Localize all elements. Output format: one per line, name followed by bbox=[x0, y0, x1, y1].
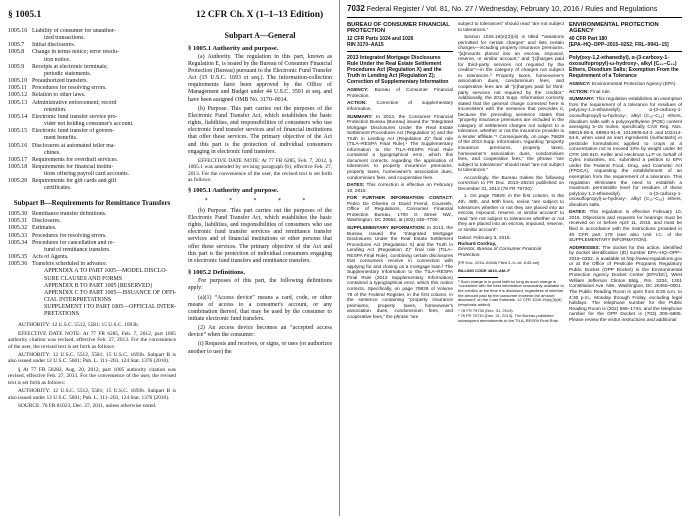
toc-entry bbox=[8, 85, 176, 92]
toc-number: 1005.11 bbox=[8, 85, 27, 92]
field-value: Pedro De Oliveira or David Friend, Counsels, Office of Regulations, Consumer Financial Protection Bureau, 1700 G Street NW., Washington, DC 20552, at (202) 435–7700. bbox=[347, 201, 453, 224]
toc-number: 1005.16 bbox=[8, 28, 28, 34]
toc-number: 1005.18 bbox=[8, 163, 28, 170]
divider bbox=[347, 51, 453, 52]
header-cfr-title: 12 CFR Ch. X (1–1–13 Edition) bbox=[196, 10, 324, 20]
toc-entry bbox=[8, 290, 176, 297]
cfr-parts: 40 CFR Part 180 bbox=[569, 35, 608, 42]
toc-number: 1005.30 bbox=[8, 211, 28, 218]
docket-number: [EPA–HQ–OPP–2015–0252; FRL–9941–15] bbox=[569, 42, 669, 49]
footnote-divider bbox=[458, 277, 498, 278]
toc-entry bbox=[8, 71, 176, 78]
toc-text: tions offering payroll card accounts. bbox=[44, 171, 130, 178]
field-label: AGENCY: bbox=[347, 88, 369, 94]
field-value: The docket for this action, identified by docket identification (ID) number EPA–HQ–OPP–2015–0252, is available at http://www.regulations.gov or at the Office of Pesticide Programs Regulatory Public Docket (OPP Docket) in the Environmental Protection Agency Docket Center (EPA/DC), West William Jefferson Clinton Bldg., Rm. 3334, 1301 Constitution Ave. NW., Washington, DC 20460–0001. The Public Reading Room is open from 8:30 a.m. to 4:30 p.m., Monday through Friday, excluding legal holidays. The telephone number for the Public Reading Room is (202) 566–1744, and the telephone number for the OPP Docket is (703) 305–5805. Please review the visitor instructions and additional bbox=[569, 245, 682, 323]
toc-entry bbox=[8, 150, 176, 157]
field-label: ACTION: bbox=[347, 101, 367, 107]
divider bbox=[569, 51, 682, 52]
toc-number: 1005.8 bbox=[8, 49, 25, 56]
section-heading: § 1005.1 Authority and purpose. bbox=[188, 44, 279, 52]
toc-number: 1005.31 bbox=[8, 218, 28, 225]
field-label: DATES: bbox=[569, 210, 587, 216]
toc-entry bbox=[8, 121, 176, 128]
summary-field bbox=[569, 97, 682, 208]
toc-text: Electronic fund transfer service pro- bbox=[32, 113, 118, 120]
toc-entry bbox=[8, 100, 176, 107]
toc-entry bbox=[8, 157, 176, 164]
toc-entry bbox=[8, 211, 176, 218]
paragraph-authority: (a) Authority. The regulation in this part, known as Regulation E, is issued by the Bureau of Consumer Financial Protection (Bureau) pursuant to the Electronic Fund Transfer Act (15 U.S.C. 1693 et seq.). The information-collection requirements have been approved by the Office of Management and Budget under 44 U.S.C. 3501 et seq. and have been assigned OMB No. 3170–0014. bbox=[188, 53, 332, 103]
subpart-b-heading: Subpart B—Requirements for Remittance Transfers bbox=[13, 198, 171, 207]
toc-number: 1005.34 bbox=[8, 239, 28, 246]
definition-clause: (i) Requests and receives, or signs, or uses (or authorizes another to use) the bbox=[188, 341, 332, 355]
table-of-contents-part-a bbox=[8, 28, 176, 193]
field-value: Environmental Protection Agency (EPA). bbox=[591, 82, 677, 88]
rule-title: 2013 Integrated Mortgage Disclosures Rule Under the Real Estate Settlement Procedures Act (Regulation X) and the Truth in Lending Act (Regulation Z); Correction of Supplementary Information bbox=[347, 54, 449, 86]
toc-entry bbox=[8, 135, 176, 142]
toc-entry bbox=[8, 42, 176, 49]
definitions-intro: For purposes of this part, the following definitions apply: bbox=[188, 278, 332, 292]
field-value: This regulation is effective February 10, 2016. Objections and requests for hearings must be received on or before April 11, 2016, and must be filed in accordance with the instructions provided in 40 CFR part 178 (see also Unit I.C. of the SUPPLEMENTARY INFORMATION). bbox=[569, 210, 682, 244]
toc-number: 1005.15 bbox=[8, 128, 28, 135]
section-heading: § 1005.1 Authority and purpose. bbox=[188, 187, 279, 195]
toc-entry bbox=[8, 107, 176, 114]
toc-entry bbox=[8, 28, 176, 35]
fr-column-1 bbox=[347, 22, 453, 322]
dates-field bbox=[569, 210, 682, 243]
body-paragraph: Section 1026.19(e)(3)(iii) is titled “Variations permitted for certain charges” and lists certain charges—including property insurance premiums, “[a]mounts placed into an escrow, impound, reserve, or similar account,” and “[c]harges paid for third-party services not required by the creditor”—in the category of charges not subject to tolerances.³ Property taxes, homeowner's association dues, condominium fees, and cooperative fees are all “[c]harges paid for third-party services not required by the creditor.” Additionally, the 2013 Supp. Information correctly stated that the general charge corrected here is inconsistent with the sentence that precedes it, because the preceding sentence states that “property insurance premiums are included in the category of settlement charges not subject to a tolerance, whether or not the insurance provider is a lender affiliate.”⁴ Consequently, on page 79829 of the 2013 Supp. Information, regarding “property insurance premiums, property taxes, homeowner's association dues, condominium fees, and cooperative fees,” the phrase “are subject to tolerances” should read “are not subject to tolerances.” bbox=[458, 35, 564, 174]
toc-number: 1005.20 bbox=[8, 178, 28, 185]
toc-entry bbox=[8, 49, 176, 56]
toc-text: Electronic fund transfer of govern- bbox=[32, 128, 115, 135]
toc-entry bbox=[8, 143, 176, 150]
toc-number: 1005.14 bbox=[8, 113, 28, 120]
toc-text: SURE CLAUSES AND FORMS bbox=[44, 275, 123, 282]
toc-entry bbox=[8, 57, 176, 64]
rin-number: RIN 3170–AA15 bbox=[347, 42, 384, 49]
signature-date: Dated: February 3, 2016. bbox=[458, 236, 511, 242]
effective-date-note: § At 77 FR 50282, Aug. 20, 2012, part 1005 authority citation was revised, effective Feb. 27, 2013. For the convenience of the user, the revised text is set forth as follows: bbox=[8, 366, 176, 386]
definition-access-device: (a)(1) “Access device” means a card, code, or other means of access to a consumer's account, or any combination thereof, that may be used by the consumer to initiate electronic fund transfers. bbox=[188, 294, 332, 322]
toc-text: fund of remittance transfers. bbox=[44, 246, 111, 253]
footnote: ³ Such charge is in good faith so long as such charge is “consistent with the best information reasonably available to the creditor at the time it is disclosed, regardless of whether the amount paid by the consumer exceeds the amount disclosed” on the Loan Estimate. 12 CFR 1026.19(e)(3)(iii) (emphasis added). bbox=[458, 278, 564, 308]
table-of-contents-part-b bbox=[8, 211, 176, 318]
agency-field bbox=[569, 82, 682, 88]
toc-number: 1005.16 bbox=[8, 142, 28, 149]
fr-column-3 bbox=[569, 22, 682, 325]
toc-text: Procedures for resolving errors. bbox=[32, 232, 107, 239]
cfr-column-left bbox=[8, 28, 176, 411]
toc-text: APPENDIX C TO PART 1005—ISSUANCE OF OFFI- bbox=[44, 289, 176, 296]
subpart-a-heading: Subpart A—General bbox=[224, 31, 296, 40]
toc-text: Administrative enforcement; record bbox=[32, 99, 117, 106]
toc-number: 1005.32 bbox=[8, 225, 28, 232]
toc-entry bbox=[8, 64, 176, 71]
authority-citation: AUTHORITY: 12 U.S.C. 5512, 5581; 15 U.S.C. 1693b. Subpart B is also issued under 12 U.S.C. 5601; Pub. L. 111–203, 124 Stat. 1376 (2010). bbox=[8, 352, 176, 365]
body-paragraph: Accordingly, the Bureau makes the following correction to FR Doc. 2013–28210 published on December 31, 2013 (78 FR 79730): bbox=[458, 175, 564, 192]
toc-text: CIAL INTERPRETATIONS bbox=[44, 296, 112, 303]
toc-text: certificates. bbox=[44, 185, 72, 192]
federal-register-page bbox=[341, 0, 688, 516]
toc-text: Liability of consumer for unauthor- bbox=[32, 28, 116, 34]
toc-text: Requirements for overdraft services. bbox=[32, 156, 119, 163]
section-heading: § 1005.2 Definitions. bbox=[188, 269, 246, 277]
signature-block bbox=[458, 236, 564, 258]
field-label: FOR FURTHER INFORMATION CONTACT: bbox=[347, 196, 453, 202]
summary-field bbox=[347, 115, 453, 182]
fr-doc-line: [FR Doc. 2016–02606 Filed 2–9–16; 8:45 am] bbox=[458, 260, 540, 266]
toc-text: vider not holding consumer's account. bbox=[44, 121, 134, 128]
action-field bbox=[347, 101, 453, 112]
definition-accepted-access-device: (2) An access device becomes an “accepted access device” when the consumer: bbox=[188, 325, 332, 339]
field-value: In 2013, the Bureau issued the “Integrated Mortgage Disclosures Under the Real Estate Settlement Procedures Act (Regulation X) and the Truth in Lending Act (Regulation Z)” final rule (TILA–RESPA Final Rule), combining certain disclosures that consumers receive in connection with applying for and closing on a mortgage loan.² The Supplementary Information to the TILA–RESPA Final Rule (2013 Supplementary Information) contained a typographical error, which this notice corrects. Specifically, on page 79829 of Volume 78 of the Federal Register, in the first column, in the sentence containing “property insurance premiums, property taxes, homeowner's association dues, condominium fees, and cooperative fees,” the phrase “are bbox=[347, 225, 454, 320]
toc-entry bbox=[8, 92, 176, 99]
toc-text: Receipts at electronic terminals; bbox=[32, 63, 108, 70]
toc-text: Disclosures at automated teller ma- bbox=[32, 142, 116, 149]
federal-register-header bbox=[347, 4, 682, 18]
toc-entry bbox=[8, 164, 176, 171]
source-note: SOURCE: 76 FR 81023, Dec. 27, 2011, unless otherwise noted. bbox=[18, 402, 157, 409]
toc-entry bbox=[8, 304, 176, 311]
toc-text: APPENDIX B TO PART 1005 [RESERVED] bbox=[44, 282, 152, 289]
toc-entry bbox=[8, 225, 176, 232]
field-value: Final rule. bbox=[590, 89, 611, 95]
omission-stars: * * * * * bbox=[204, 197, 316, 204]
field-value: This correction is effective on February 10, 2016. bbox=[347, 183, 453, 194]
page-number: 7032 bbox=[347, 4, 365, 13]
toc-entry bbox=[8, 240, 176, 247]
billing-code: BILLING CODE 4810–AM–P bbox=[458, 267, 511, 273]
agency-name: ENVIRONMENTAL PROTECTION AGENCY bbox=[569, 22, 659, 35]
toc-text: ized transactions. bbox=[44, 35, 85, 42]
toc-entry bbox=[8, 283, 176, 290]
body-paragraph: subject to tolerances” should read “are not subject to tolerances.” bbox=[458, 22, 564, 33]
toc-text: PRETATIONS bbox=[44, 311, 79, 318]
toc-number: 1005.7 bbox=[8, 42, 25, 49]
toc-entry bbox=[8, 114, 176, 121]
cfr-column-right bbox=[188, 28, 332, 358]
toc-text: chines. bbox=[44, 149, 61, 156]
field-label: AGENCY: bbox=[569, 82, 591, 88]
field-value: This regulation establishes an exemption from the requirement of a tolerance for residues of poly(oxy-1,2-ethanediyl), α-(3-carboxy-1-oxosulfopropyl)-ω-hydroxy-, alkyl (C₁₀–C₁₆) ethers, disodium salts with a polyoxyethylene (POE) content averaging 5–15 moles, specifically CAS Reg. Nos. 68815-56-5, 68954-91-6, 1013906-64-3, and 102414-54-6, when used as inert ingredients (surfactants) in pesticide formulations applied to crops at a concentration not to exceed 10% by weight under 40 CFR 180.910. Keller and Heckman LLP on behalf of Cytec Industries, Inc. submitted a petition to EPA under the Federal Food, Drug, and Cosmetic Act (FFDCA), requesting the establishment of an exemption from the requirement of a tolerance. This regulation eliminates the need to establish a maximum permissible level for residues of these poly(oxy-1,2-ethanediyl), α-(3-carboxy-1-oxosulfopropyl)-ω-hydroxy-, alkyl (C₁₀–C₁₆) ethers, disodium salts. bbox=[569, 97, 682, 208]
toc-number: 1005.9 bbox=[8, 63, 25, 70]
field-label: ADDRESSES: bbox=[569, 245, 601, 251]
field-value: Correction of supplementary information. bbox=[347, 101, 454, 113]
toc-text: periodic statements. bbox=[44, 70, 92, 77]
toc-entry bbox=[8, 218, 176, 225]
supplementary-field bbox=[347, 226, 453, 320]
effective-date-note: EFFECTIVE DATE NOTE: At 77 FR 6285, Feb. 7, 2012, § 1005.1 was amended by revising paragraph (b), effective Feb. 27, 2013. For the convenience of the user, the revised text is set forth as follows: bbox=[188, 157, 332, 184]
toc-text: ment benefits. bbox=[44, 135, 78, 142]
field-label: DATES: bbox=[347, 183, 365, 189]
dates-field bbox=[347, 183, 453, 194]
toc-entry bbox=[8, 254, 176, 261]
cfr-parts: 12 CFR Parts 1024 and 1026 bbox=[347, 35, 414, 42]
toc-entry bbox=[8, 185, 176, 192]
toc-number: 1005.35 bbox=[8, 254, 28, 261]
toc-text: Requirements for gift cards and gift bbox=[32, 178, 117, 185]
signer-title: Director, Bureau of Consumer Financial Protection. bbox=[458, 247, 542, 258]
toc-text: Relation to other laws. bbox=[32, 92, 86, 99]
toc-text: Disclosures. bbox=[32, 218, 61, 225]
toc-text: Estimates. bbox=[32, 225, 57, 232]
field-label: SUPPLEMENTARY INFORMATION: bbox=[347, 225, 426, 231]
header-citation: Federal Register / Vol. 81, No. 27 / Wednesday, February 10, 2016 / Rules and Regulations bbox=[366, 4, 658, 13]
rule-title: Poly(oxy-1,2-ethanediyl), α-(3-carboxy-1-oxosulfopropyl)-ω-hydroxy-, alkyl (C₁₀–C₁₆) Ethers, Disodium Salts; Exemption From the Requirement of a Tolerance bbox=[569, 54, 679, 80]
toc-text: APPENDIX A TO PART 1005—MODEL DISCLO- bbox=[44, 268, 168, 275]
field-label: SUMMARY: bbox=[569, 97, 595, 103]
toc-number: 1005.33 bbox=[8, 232, 28, 239]
toc-entry bbox=[8, 297, 176, 304]
header-section-number: § 1005.1 bbox=[8, 10, 42, 20]
toc-entry bbox=[8, 78, 176, 85]
action-field bbox=[569, 90, 682, 96]
toc-number: 1005.12 bbox=[8, 92, 28, 99]
agency-field bbox=[347, 88, 453, 99]
toc-text: Transfers scheduled in advance. bbox=[32, 261, 108, 268]
toc-text: tion notice. bbox=[44, 56, 71, 63]
toc-entry bbox=[8, 261, 176, 268]
paragraph-purpose: (b) Purpose. This part carries out the purposes of the Electronic Fund Transfer Act, which establishes the basic rights, liabilities, and responsibilities of consumers who use electronic fund transfer services and of financial institutions that offer these services. The primary objective of the Act and this part is the protection of individual consumers engaging in electronic fund transfers. bbox=[188, 105, 332, 155]
toc-text: SUPPLEMENT I TO PART 1005—OFFICIAL INTER- bbox=[44, 304, 176, 311]
toc-entry bbox=[8, 128, 176, 135]
fr-column-2 bbox=[458, 22, 564, 325]
field-value: Bureau of Consumer Financial Protection. bbox=[347, 88, 453, 99]
toc-number: 1005.13 bbox=[8, 99, 28, 106]
toc-entry bbox=[8, 233, 176, 240]
toc-entry bbox=[8, 311, 176, 318]
toc-text: retention. bbox=[44, 106, 67, 113]
toc-text: Remittance transfer definitions. bbox=[32, 211, 107, 218]
authority-citation: AUTHORITY: 12 U.S.C. 5512, 5581; 15 U.S.C. 1693b. Subpart B is also issued under 12 U.S.C. 5601; Pub. L. 111–203, 124 Stat. 1376 (2010). bbox=[8, 388, 176, 401]
toc-entry bbox=[8, 178, 176, 185]
effective-date-note: EFFECTIVE DATE NOTE: At 77 FR 6285, Feb. 7, 2012, part 1005 authority citation was revised, effective Feb. 27, 2013. For the convenience of the user, the revised text is set forth as follows: bbox=[8, 330, 176, 350]
footnote: ⁴ 78 FR 79730 (Dec. 31, 2013). bbox=[458, 307, 514, 313]
toc-entry bbox=[8, 35, 176, 42]
toc-number: 1005.10 bbox=[8, 78, 28, 85]
toc-entry bbox=[8, 247, 176, 254]
agency-name: BUREAU OF CONSUMER FINANCIAL PROTECTION bbox=[347, 22, 450, 35]
contact-field bbox=[347, 196, 453, 224]
toc-number: 1005.36 bbox=[8, 261, 28, 268]
toc-text: Procedures for resolving errors. bbox=[32, 85, 107, 92]
toc-entry bbox=[8, 268, 176, 275]
authority-citation: AUTHORITY: 12 U.S.C. 5512, 5581; 15 U.S.C. 1693b. bbox=[18, 322, 139, 329]
toc-entry bbox=[8, 171, 176, 178]
body-paragraph: 1. On page 79829, in the first column, in the 4th, 49th, and 50th lines, revise “are subject to tolerances whether or not they are placed into an escrow, impound, reserve, or similar account” to read “are not subject to tolerances whether or not they are placed into an escrow, impound, reserve, or similar account”. bbox=[458, 194, 564, 233]
footnote: ² 78 FR 79730 (Dec. 31, 2013). The Bureau published subsequent amendments to the TILA–RESPA Final Rule. bbox=[458, 313, 560, 324]
toc-entry bbox=[8, 276, 176, 283]
addresses-field bbox=[569, 246, 682, 324]
cfr-page bbox=[0, 0, 340, 516]
field-label: ACTION: bbox=[569, 89, 589, 95]
field-value: In 2013, the Consumer Financial Protection Bureau (Bureau) issued the “Integrated Mortgage Disclosures Under the Real Estate Settlement Procedures Act (Regulation X) and the Truth in Lending Act (Regulation Z)” final rule (TILA–RESPA Final Rule).¹ The Supplementary Information to the TILA–RESPA Final Rule contained a typographical error, which this document corrects, regarding the application of tolerances to property insurance premiums, property taxes, homeowner's association dues, condominium fees, and cooperative fees. bbox=[347, 114, 453, 181]
field-label: SUMMARY: bbox=[347, 114, 373, 120]
cfr-page-header bbox=[8, 10, 331, 24]
toc-number: 1005.17 bbox=[8, 156, 28, 163]
toc-text: Change in terms notice; error resolu- bbox=[32, 49, 119, 56]
toc-text: Requirements for financial institu- bbox=[32, 163, 114, 170]
toc-text: Procedures for cancellation and re- bbox=[32, 239, 115, 246]
toc-text: Initial disclosures. bbox=[32, 42, 76, 49]
paragraph-purpose-revised: (b) Purpose. This part carries out the purposes of the Electronic Fund Transfer Act, which establishes the basic rights, liabilities, and responsibilities of consumers who use electronic fund transfer services and remittance transfer services and of financial institutions or other persons that offer these services. The primary objective of the Act and this part is the protection of individual consumers engaging in electronic fund transfers and remittance transfers. bbox=[188, 207, 332, 264]
toc-text: Acts of Agents. bbox=[32, 254, 69, 261]
signer-name: Richard Cordray, bbox=[458, 241, 497, 247]
toc-text: Preauthorized transfers. bbox=[32, 78, 88, 85]
